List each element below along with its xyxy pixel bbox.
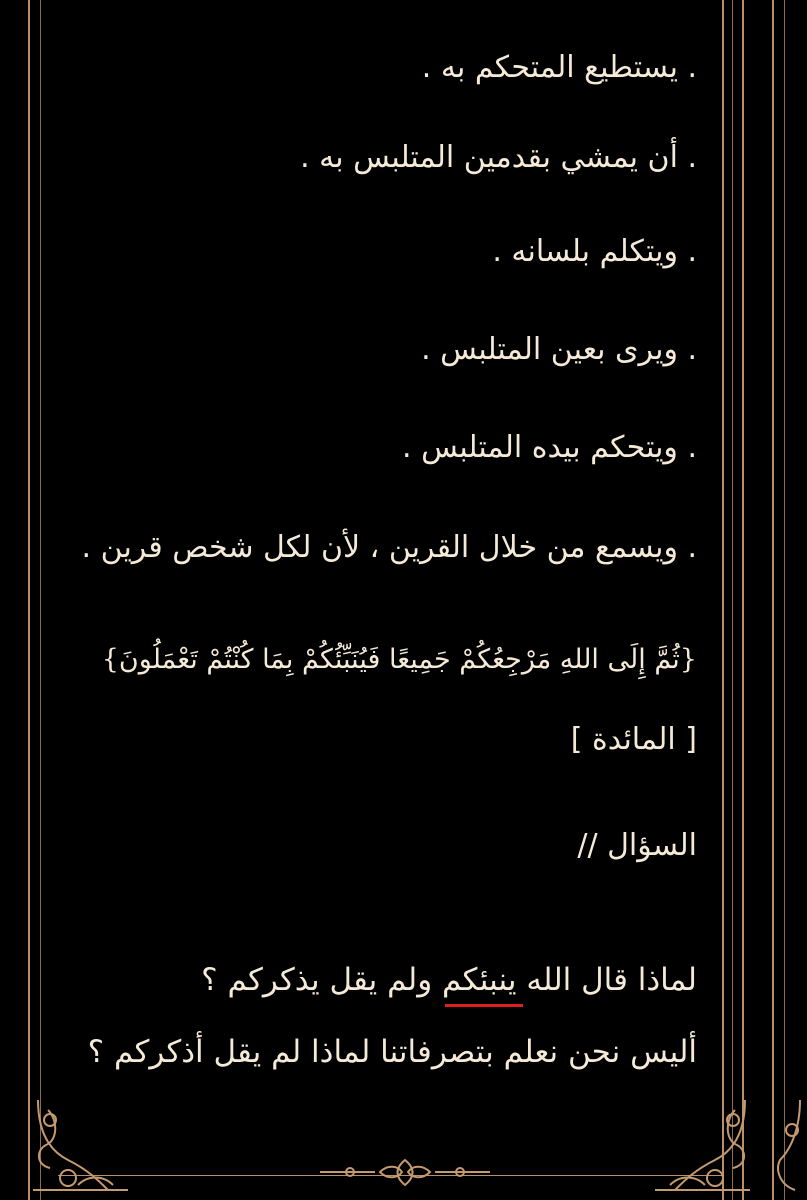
frame-second-inner [784, 0, 785, 1200]
text-content [60, 0, 697, 1200]
question-heading: السؤال // [577, 828, 697, 863]
line-1: . يستطيع المتحكم به . [421, 50, 697, 85]
frame-second-left [772, 0, 774, 1200]
frame-right-mid [732, 0, 733, 1200]
right-edge-ornament [770, 1090, 807, 1200]
surah-name: [ المائدة ] [570, 722, 697, 757]
line-2: . أن يمشي بقدمين المتلبس به . [300, 140, 697, 175]
line-4: . ويرى بعين المتلبس . [421, 332, 697, 367]
frame-left-outer [28, 0, 30, 1200]
line-3: . ويتكلم بلسانه . [492, 234, 697, 269]
line-5: . ويتحكم بيده المتلبس . [402, 430, 697, 465]
question-2: أليس نحن نعلم بتصرفاتنا لماذا لم يقل أذكركم ؟ [87, 1034, 697, 1070]
question-1: لماذا قال الله ينبئكم ولم يقل يذكركم ؟ [201, 962, 697, 998]
frame-left-inner [40, 0, 41, 1200]
frame-right-inner [722, 0, 724, 1200]
quran-verse: {ثُمَّ إِلَى اللهِ مَرْجِعُكُمْ جَمِيعًا فَيُنَبِّئُكُمْ بِمَا كُنْتُمْ تَعْمَلُونَ} [101, 644, 697, 675]
frame-right-outer [742, 0, 744, 1200]
line-6: . ويسمع من خلال القرين ، لأن لكل شخص قرين . [81, 530, 697, 565]
red-underline [445, 1004, 523, 1007]
